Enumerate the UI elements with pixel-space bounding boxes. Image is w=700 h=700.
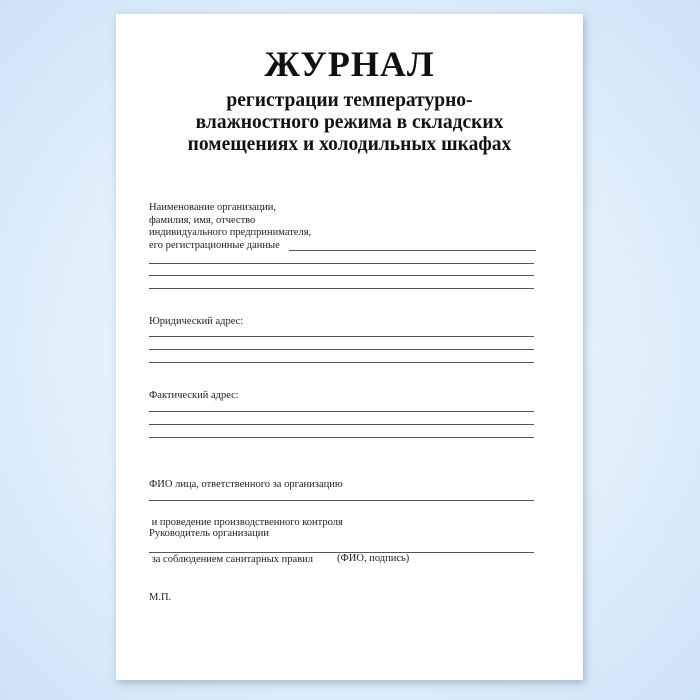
responsible-person-label [149, 454, 343, 592]
organization-fill-line [149, 263, 534, 264]
responsible-person-label-line: и проведение производственного контроля [149, 516, 343, 528]
subtitle-line: регистрации температурно- [226, 90, 473, 111]
responsible-person-fill-line [149, 500, 534, 501]
document-title: ЖУРНАЛ [264, 44, 435, 84]
organization-label-line: фамилия, имя, отчество [149, 214, 256, 226]
organization-fill-line [289, 250, 536, 251]
head-of-organization-label: Руководитель организации [149, 528, 269, 539]
legal-address-fill-line [149, 336, 534, 337]
subtitle-line: влажностного режима в складских [195, 112, 504, 133]
organization-label-line: индивидуального предпринимателя, [149, 227, 312, 238]
legal-address-fill-line [149, 349, 534, 350]
organization-label-line: Наименование организации, [149, 202, 277, 213]
actual-address-fill-line [149, 411, 534, 412]
organization-label [149, 202, 311, 252]
legal-address-fill-line [149, 362, 534, 363]
actual-address-fill-line [149, 437, 534, 438]
stamp-place-label: М.П. [149, 592, 172, 603]
responsible-person-label-line: за соблюдением санитарных правил [149, 554, 313, 565]
organization-fill-line [149, 288, 534, 289]
document-subtitle [116, 90, 583, 156]
legal-address-label: Юридический адрес: [149, 316, 244, 327]
actual-address-label: Фактический адрес: [149, 390, 239, 401]
organization-fill-line [149, 275, 534, 276]
journal-cover-page [116, 14, 583, 680]
actual-address-fill-line [149, 424, 534, 425]
signature-caption: (ФИО, подпись) [337, 553, 410, 564]
responsible-person-label-line: ФИО лица, ответственного за организацию [149, 479, 343, 490]
subtitle-line: помещениях и холодильных шкафах [187, 134, 512, 155]
organization-label-line: его регистрационные данные [149, 239, 280, 251]
